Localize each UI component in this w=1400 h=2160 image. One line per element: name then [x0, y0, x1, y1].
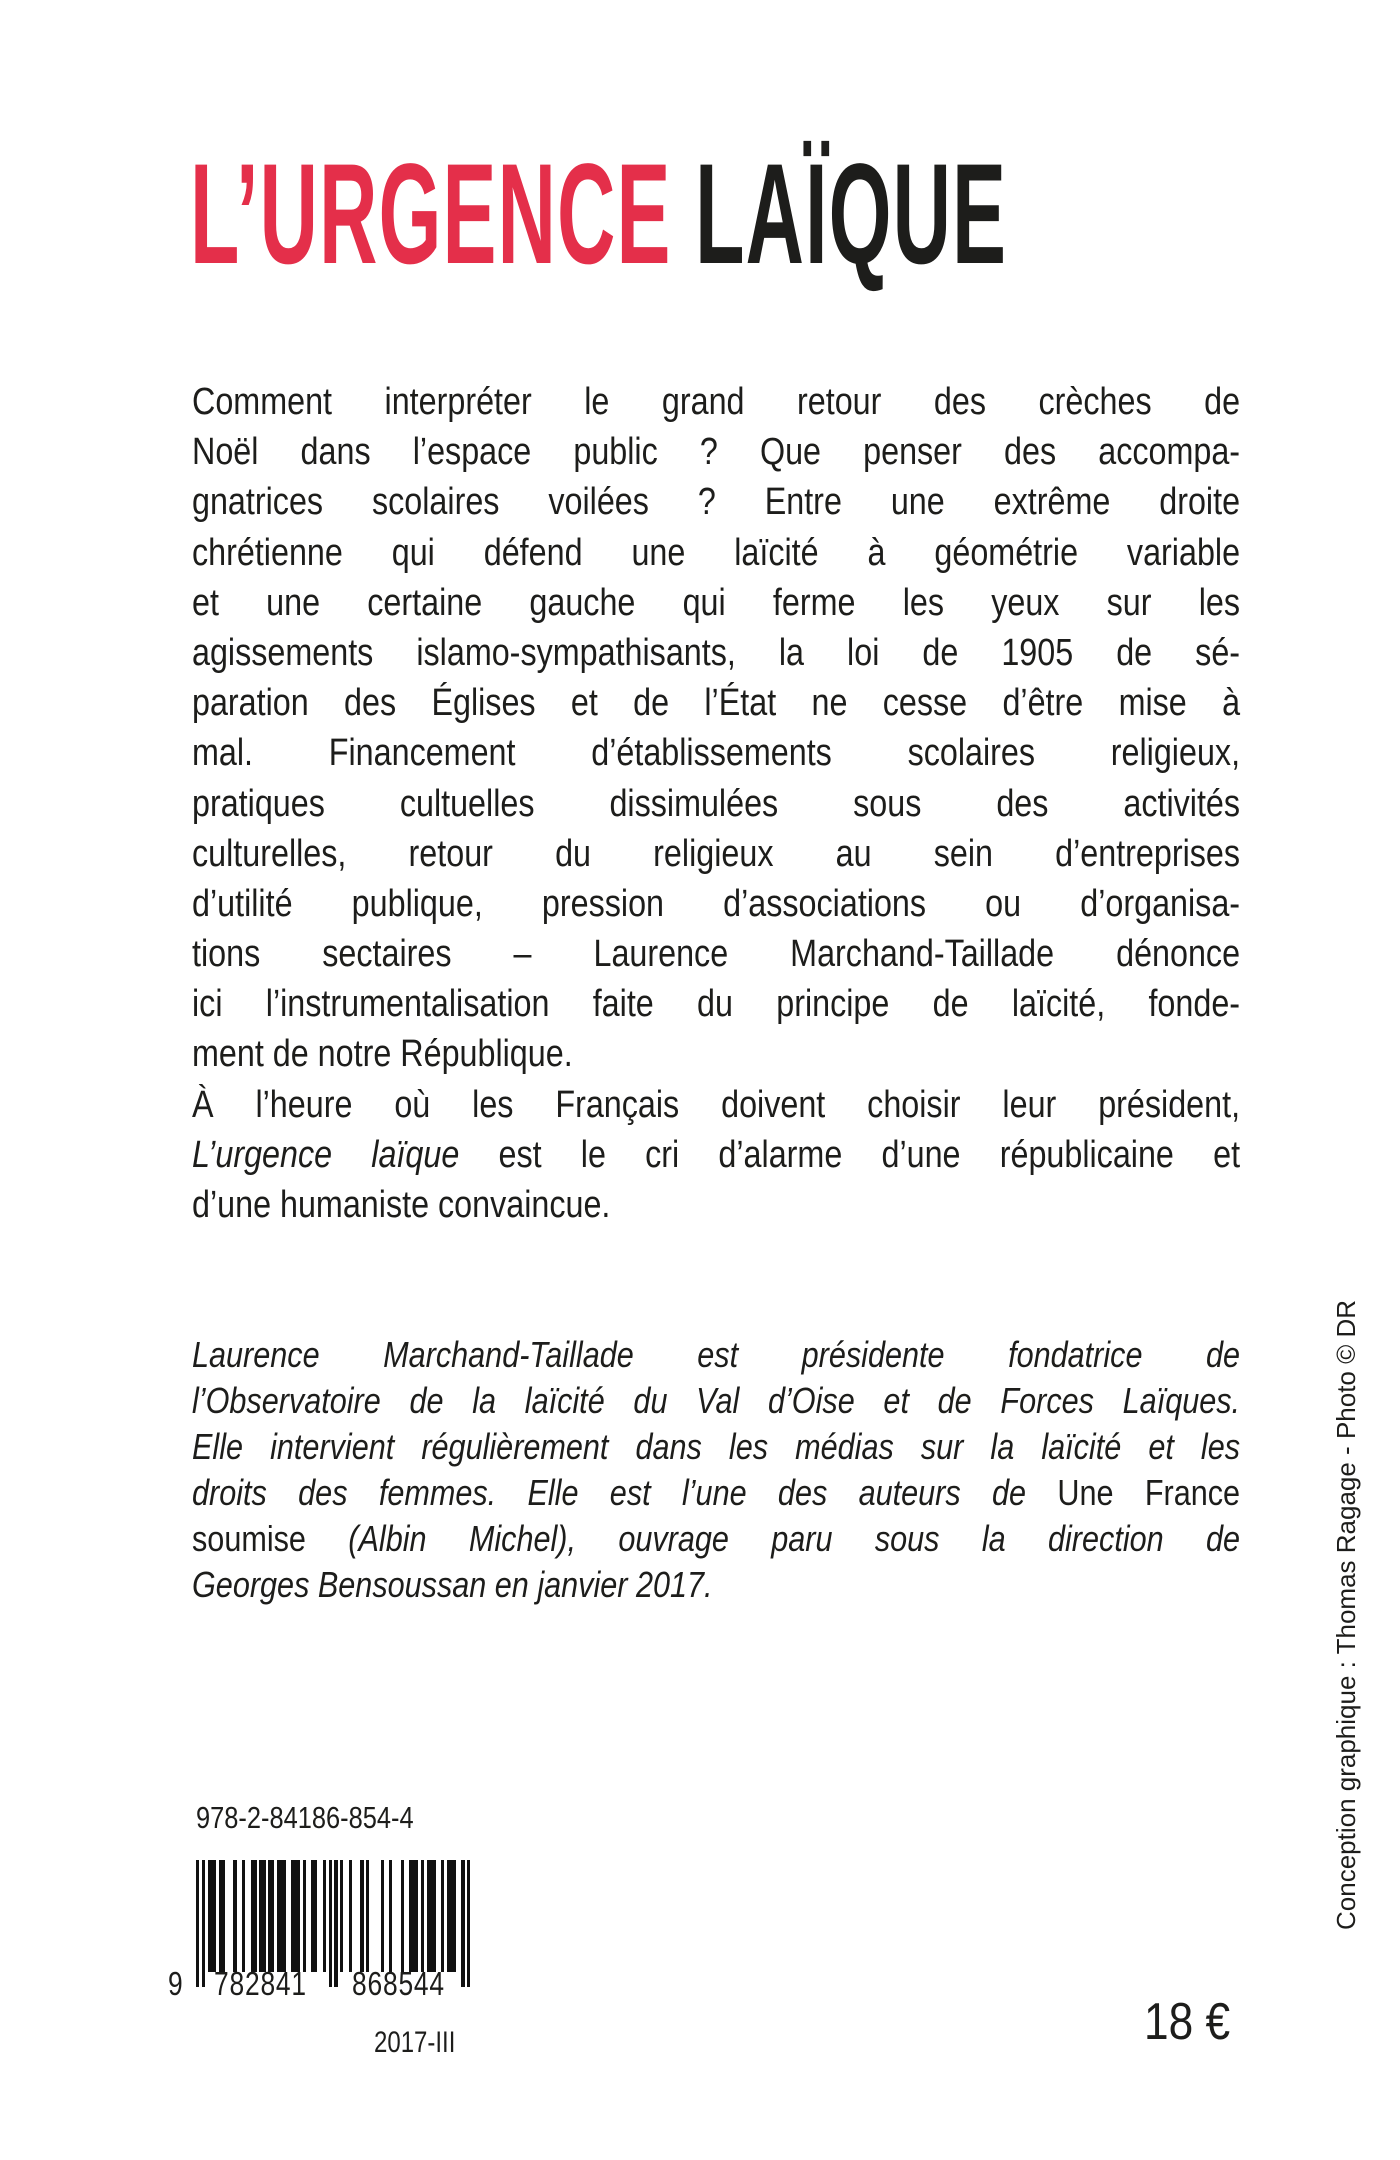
blurb-line [192, 678, 1240, 728]
italic-text: Laurence Marchand-Taillade est présidente fondatrice de [192, 1334, 1241, 1375]
text: et une certaine gauche qui ferme les yeux sur les [192, 581, 1241, 624]
blurb-line [192, 829, 1240, 879]
blurb-line [192, 728, 1240, 778]
barcode-bar [381, 1860, 384, 1972]
barcode-bar [349, 1860, 352, 1972]
barcode-bar [254, 1860, 257, 1972]
barcode-bar [366, 1860, 369, 1972]
barcode-bar [233, 1860, 236, 1972]
title-urgence: L’URGENCE [190, 135, 672, 294]
design-photo-credit: Conception graphique : Thomas Ragage - Photo © DR [1331, 1299, 1361, 1930]
blurb-line [192, 1080, 1240, 1130]
italic-text: (Albin Michel), ouvrage paru sous la direction de [348, 1518, 1241, 1559]
bio-line [192, 1470, 1240, 1516]
barcode-bar [213, 1860, 216, 1972]
text: ment de notre République. [192, 1033, 573, 1076]
blurb-line [192, 929, 1240, 979]
blurb-line [192, 1029, 1240, 1079]
text: Une France [1057, 1472, 1241, 1513]
barcode-bar [283, 1860, 286, 1972]
text: À l’heure où les Français doivent choisir leur président, [192, 1083, 1241, 1126]
text: d’utilité publique, pression d’associations ou d’organisa- [192, 882, 1241, 925]
barcode-bar [389, 1860, 392, 1972]
text: ici l’instrumentalisation faite du principe de laïcité, fonde- [192, 983, 1241, 1026]
bio-line [192, 1332, 1240, 1378]
text: d’une humaniste convaincue. [192, 1184, 611, 1226]
barcode-right-digits: 868544 [352, 1965, 445, 2002]
blurb-line [192, 628, 1240, 678]
price: 18 € [1144, 1993, 1231, 2051]
italic-text: Georges Bensoussan en janvier 2017. [192, 1564, 713, 1605]
text: est le cri d’alarme d’une républicaine et [459, 1133, 1241, 1176]
barcode-bar [262, 1860, 265, 1972]
barcode-left-digits: 782841 [214, 1965, 307, 2002]
barcode-bar [271, 1860, 274, 1972]
edition-code: 2017-III [374, 2026, 456, 2059]
text: agissements islamo-sympathisants, la loi de 1905 de sé- [192, 631, 1241, 674]
italic-text: droits des femmes. Elle est l’une des auteurs de [192, 1472, 1058, 1513]
barcode-bar [421, 1860, 424, 1972]
barcode-bar [222, 1860, 225, 1972]
barcode-bar [415, 1860, 418, 1972]
barcode-bar [461, 1860, 464, 1987]
barcode-bar [360, 1860, 363, 1972]
blurb-line [192, 1180, 1240, 1230]
barcode-bar [401, 1860, 404, 1972]
barcode-bar [467, 1860, 470, 1987]
blurb-line [192, 528, 1240, 578]
bio-line [192, 1378, 1240, 1424]
blurb-line [192, 377, 1240, 427]
book-title [190, 135, 1008, 294]
isbn: 978-2-84186-854-4 [196, 1800, 414, 1835]
italic-text: Elle intervient régulièrement dans les médias sur la laïcité et les [192, 1426, 1241, 1467]
text: gnatrices scolaires voilées ? Entre une extrême droite [192, 481, 1241, 524]
blurb-line [192, 979, 1240, 1029]
title-laique: LAÏQUE [695, 135, 1008, 294]
blurb-line [192, 427, 1240, 477]
text: pratiques cultuelles dissimulées sous des activités [192, 782, 1241, 825]
text: Noël dans l’espace public ? Que penser des accompa- [192, 431, 1241, 474]
blurb-line [192, 477, 1240, 527]
barcode-bar [329, 1860, 332, 1987]
text: Comment interpréter le grand retour des crèches de [192, 381, 1241, 423]
blurb-line [192, 1130, 1240, 1180]
bio-line [192, 1562, 1240, 1608]
text: soumise [192, 1518, 349, 1559]
italic-text: l’Observatoire de la laïcité du Val d’Oise et de Forces Laïques. [192, 1380, 1241, 1421]
barcode-bar [202, 1860, 205, 1987]
barcode-bar [297, 1860, 300, 1972]
text: tions sectaires – Laurence Marchand-Taillade dénonce [192, 933, 1241, 976]
barcode-bar [340, 1860, 343, 1972]
author-bio [192, 1332, 1240, 1608]
text: paration des Églises et de l’État ne cesse d’être mise à [192, 682, 1241, 725]
text: mal. Financement d’établissements scolaires religieux, [192, 732, 1241, 775]
barcode-bar [334, 1860, 337, 1987]
barcode-bar [242, 1860, 245, 1972]
text: culturelles, retour du religieux au sein d’entreprises [192, 832, 1241, 875]
blurb-line [192, 779, 1240, 829]
barcode-bar [196, 1860, 199, 1987]
italic-text: L’urgence laïque [192, 1133, 460, 1176]
bio-line [192, 1424, 1240, 1470]
blurb-line [192, 578, 1240, 628]
blurb [192, 377, 1240, 1230]
barcode-bar [441, 1860, 444, 1972]
barcode-bar [314, 1860, 317, 1972]
barcode-bar [303, 1860, 306, 1972]
text: chrétienne qui défend une laïcité à géométrie variable [192, 531, 1241, 574]
barcode-bar [323, 1860, 326, 1972]
blurb-line [192, 879, 1240, 929]
bio-line [192, 1516, 1240, 1562]
barcode-bar [453, 1860, 456, 1972]
barcode-bar [433, 1860, 436, 1972]
barcode-first-digit: 9 [168, 1965, 183, 2002]
